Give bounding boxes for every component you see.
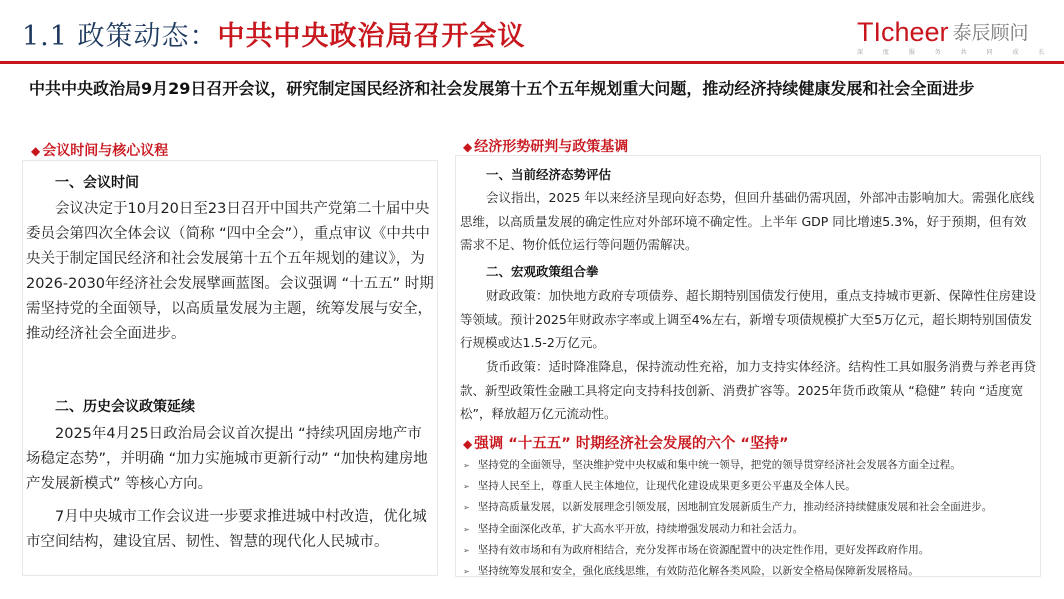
- arrow-right-icon: ➢: [463, 524, 470, 534]
- list-item: [463, 561, 1043, 582]
- logo-ti: TI: [857, 17, 881, 47]
- title-number: 1.1: [22, 21, 68, 52]
- focus-title: [463, 432, 789, 453]
- diamond-icon: ◆: [463, 140, 473, 154]
- left-section-title-text: 会议时间与核心议程: [42, 143, 169, 159]
- list-item-text: 坚持全面深化改革，扩大高水平开放，持续增强发展动力和社会活力。: [477, 522, 804, 535]
- left-sub-meeting-time: 一、会议时间: [55, 175, 139, 191]
- logo-tagline: 深 度 服 务 共 同 成 长: [857, 49, 1054, 56]
- left-sub-history: 二、历史会议政策延续: [55, 399, 195, 415]
- right-para-economy: 会议指出，2025 年以来经济呈现向好态势，但回升基础仍需巩固，外部冲击影响加大。需强化底线思维，以高质量发展的确定性应对外部环境不确定性。上半年 GDP 同比增速5.3%，好于预期，但有效需求不足、物价低位运行等问题仍需解决。: [460, 190, 1035, 252]
- title-lead: 政策动态：: [77, 21, 218, 52]
- arrow-right-icon: ➢: [463, 503, 470, 513]
- list-item: [463, 455, 1043, 476]
- arrow-right-icon: ➢: [463, 545, 470, 555]
- diamond-icon: ◆: [463, 437, 473, 451]
- focus-title-text: 强调 “十五五” 时期经济社会发展的六个 “坚持”: [474, 436, 789, 452]
- right-section-title: [463, 136, 628, 156]
- ticheer-logo: [857, 17, 1054, 58]
- right-sub-policy: 二、宏观政策组合拳: [486, 264, 599, 279]
- logo-wordmark: [857, 18, 1029, 50]
- logo-cheer: cheer: [881, 17, 949, 47]
- right-sub-economy: 一、当前经济态势评估: [486, 167, 612, 182]
- list-item-text: 坚持统筹发展和安全，强化底线思维，有效防范化解各类风险，以新安全格局保障新发展格局。: [477, 565, 919, 578]
- list-item: [463, 540, 1043, 561]
- list-item: [463, 519, 1043, 540]
- list-item: [463, 476, 1043, 497]
- headline: 中共中央政治局9月29日召开会议，研究制定国民经济和社会发展第十五个五年规划重大问题，推动经济持续健康发展和社会全面进步: [29, 79, 975, 98]
- list-item-text: 坚持有效市场和有为政府相结合，充分发挥市场在资源配置中的决定性作用，更好发挥政府作用。: [477, 543, 930, 556]
- left-para-meeting: 会议决定于10月20日至23日召开中国共产党第二十届中央委员会第四次全体会议（简称 “四中全会”），重点审议《中共中央关于制定国民经济和社会发展第十五个五年规划的建议》，为2026-2030年经济社会发展擘画蓝图。会议强调 “十五五” 时期需坚持党的全面领导，以高质量发展为主题，统筹发展与安全，推动经济社会全面进步。: [26, 201, 434, 342]
- list-item-text: 坚持高质量发展，以新发展理念引领发展，因地制宜发展新质生产力，推动经济持续健康发展和社会全面进步。: [477, 501, 993, 514]
- left-para-history-1: 2025年4月25日政治局会议首次提出 “持续巩固房地产市场稳定态势”，并明确 “加力实施城市更新行动” “加快构建房地产发展新模式” 等核心方向。: [26, 426, 428, 492]
- list-item: [463, 497, 1043, 518]
- arrow-right-icon: ➢: [463, 482, 470, 492]
- list-item-text: 坚持党的全面领导，坚决维护党中央权威和集中统一领导，把党的领导贯穿经济社会发展各方面全过程。: [477, 459, 961, 471]
- page-header: [0, 0, 1064, 62]
- logo-chinese: 泰辰顾问: [952, 22, 1029, 44]
- arrow-right-icon: ➢: [463, 567, 470, 577]
- title-highlight: 中共中央政治局召开会议: [217, 21, 526, 52]
- diamond-icon: ◆: [31, 144, 41, 158]
- focus-list: [463, 455, 1043, 582]
- list-item-text: 坚持人民至上，尊重人民主体地位，让现代化建设成果更多更公平惠及全体人民。: [477, 480, 856, 493]
- right-para-monetary: 货币政策：适时降准降息，保持流动性充裕，加力支持实体经济。结构性工具如服务消费与养老再贷款、新型政策性金融工具将定向支持科技创新、消费扩容等。2025年货币政策从 “稳健” 转向 “适度宽松”，释放超万亿元流动性。: [460, 359, 1037, 421]
- arrow-right-icon: ➢: [463, 461, 470, 470]
- header-divider: [0, 61, 1064, 64]
- right-section-title-text: 经济形势研判与政策基调: [474, 139, 629, 155]
- left-section-title: [31, 140, 168, 160]
- left-para-history-2: 7月中央城市工作会议进一步要求推进城中村改造，优化城市空间结构，建设宜居、韧性、智慧的现代化人民城市。: [26, 509, 427, 550]
- page-title: [22, 14, 526, 53]
- right-para-fiscal: 财政政策：加快地方政府专项债券、超长期特别国债发行使用，重点支持城市更新、保障性住房建设等领域。预计2025年财政赤字率或上调至4%左右，新增专项债规模扩大至5万亿元，超长期特别国债发行规模或达1.5-2万亿元。: [460, 288, 1037, 350]
